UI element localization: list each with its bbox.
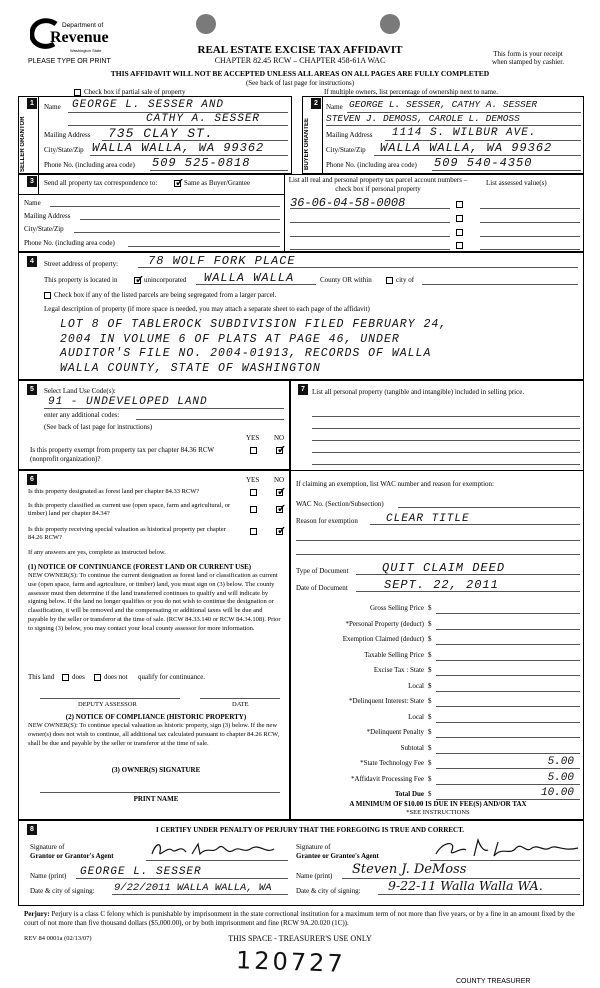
- does-not-label: does not: [104, 673, 128, 681]
- county-treasurer-label: COUNTY TREASURER: [456, 978, 531, 985]
- fee-value[interactable]: 10.00: [540, 787, 574, 799]
- grantor-sig-label-2: Grantor or Grantor's Agent: [30, 852, 114, 860]
- receipt-note: [468, 50, 588, 66]
- doc-type-label: Type of Document: [296, 567, 349, 575]
- forest-no-checkbox[interactable]: [276, 489, 283, 496]
- qualify-label: qualify for continuance.: [138, 673, 206, 681]
- punch-hole-right: [380, 14, 400, 34]
- fee-line: [436, 675, 580, 676]
- form-chapter: CHAPTER 82.45 RCW – CHAPTER 458-61A WAC: [214, 56, 386, 65]
- fee-currency: $: [428, 728, 432, 736]
- buyer-name-label: Name: [326, 103, 343, 111]
- grantor-name[interactable]: GEORGE L. SESSER: [80, 866, 202, 878]
- fee-line: [436, 629, 580, 630]
- buyer-phone-label: Phone No. (including area code): [326, 161, 417, 169]
- reason-label: Reason for exemption: [296, 517, 358, 525]
- fee-line: [436, 722, 580, 723]
- partial-sale-label: Check box if partial sale of property: [84, 88, 186, 96]
- does-label: does: [72, 673, 85, 681]
- fee-line: [436, 784, 580, 785]
- seller-name-line1[interactable]: GEORGE L. SESSER AND: [72, 99, 225, 111]
- deputy-assessor-label: DEPUTY ASSESSOR: [78, 701, 137, 708]
- exempt-question: Is this property exempt from property tax per chapter 84.36 RCW (nonprofit organization)?: [30, 446, 214, 463]
- section-3-number: 3: [27, 176, 37, 187]
- grantee-signature[interactable]: [432, 838, 582, 860]
- fee-line: [436, 691, 580, 692]
- punch-hole-left: [196, 14, 216, 34]
- rev-number: REV 84 0001a (02/13/07): [24, 935, 92, 942]
- legal-desc-label: Legal description of property (if more space is needed, you may attach a separate sheet to each page of the affidavit): [44, 305, 370, 313]
- grantee-sig-label-1: Signature of: [296, 843, 331, 851]
- parcel-2-personal-checkbox[interactable]: [456, 215, 463, 222]
- exempt-yes-checkbox[interactable]: [250, 447, 257, 454]
- buyer-city-label: City/State/Zip: [326, 146, 366, 154]
- minimum-due-note: A MINIMUM OF $10.00 IS DUE IN FEE(S) AND/OR TAX: [349, 800, 527, 808]
- additional-codes-label: enter any additional codes:: [44, 411, 120, 419]
- fee-line: [436, 706, 580, 707]
- street-label: Street address of property:: [44, 260, 119, 268]
- please-type: PLEASE TYPE OR PRINT: [28, 58, 111, 65]
- doc-type-value[interactable]: QUIT CLAIM DEED: [382, 561, 506, 575]
- section-4-number: 4: [27, 256, 37, 267]
- land-use-value[interactable]: 91 - UNDEVELOPED LAND: [48, 396, 208, 408]
- s3-name-label: Name: [24, 199, 41, 207]
- certify-statement: I CERTIFY UNDER PENALTY OF PERJURY THAT THE FOREGOING IS TRUE AND CORRECT.: [155, 826, 464, 834]
- fee-label: Excise Tax : State: [373, 666, 424, 674]
- stamp-number: 120727: [235, 946, 347, 978]
- s5-see-back: (See back of last page for instructions): [44, 423, 153, 431]
- partial-sale-checkbox[interactable]: [74, 89, 81, 96]
- same-as-buyer-label: Same as Buyer/Grantee: [184, 179, 251, 187]
- grantor-sig-label: [30, 843, 114, 861]
- forest-yes-checkbox[interactable]: [250, 489, 257, 496]
- same-as-buyer-checkbox[interactable]: [174, 180, 181, 187]
- unincorporated-label: unincorporated: [144, 276, 187, 284]
- section-2-number: 2: [311, 98, 321, 109]
- section-6-number: 6: [27, 474, 37, 485]
- does-not-checkbox[interactable]: [94, 674, 101, 681]
- grantee-sig-label-2: Grantee or Grantee's Agent: [296, 852, 379, 860]
- section-7-number: 7: [298, 384, 308, 395]
- notice1-title: (1) NOTICE OF CONTINUANCE (FOREST LAND OR CURRENT USE): [28, 563, 252, 571]
- perjury-note: [24, 910, 580, 928]
- parcel-4-personal-checkbox[interactable]: [456, 242, 463, 249]
- seller-phone[interactable]: 509 525-0818: [152, 156, 251, 170]
- unincorporated-checkbox[interactable]: [134, 277, 141, 284]
- doc-date-value[interactable]: SEPT. 22, 2011: [384, 578, 499, 592]
- fee-label: *State Technology Fee: [360, 759, 424, 767]
- seller-side-label: SELLER GRANTOR: [20, 116, 26, 172]
- fee-label: Total Due: [394, 790, 424, 798]
- buyer-name-line2[interactable]: STEVEN J. DEMOSS, CAROLE L. DEMOSS: [326, 113, 520, 124]
- buyer-phone[interactable]: 509 540-4350: [434, 156, 533, 170]
- land-use-label: Select Land Use Code(s):: [44, 387, 116, 395]
- buyer-city[interactable]: WALLA WALLA, WA 99362: [380, 141, 553, 155]
- legal-line-3[interactable]: AUDITOR'S FILE NO. 2004-01913, RECORDS OF WALLA: [60, 347, 432, 360]
- current-use-question: Is this property classified as current use (open space, farm and agricultural, or timber) land per chapter 84.34?: [28, 502, 231, 517]
- form-title: REAL ESTATE EXCISE TAX AFFIDAVIT: [197, 44, 403, 56]
- treasurer-space-label: THIS SPACE - TREASURER'S USE ONLY: [228, 934, 372, 943]
- fee-currency: $: [428, 635, 432, 643]
- fee-currency: $: [428, 681, 432, 690]
- grantor-signature-stroke: [148, 840, 286, 860]
- city-of-label: city of: [396, 276, 415, 284]
- send-correspondence-label: Send all property tax correspondence to:: [44, 179, 158, 187]
- seller-city[interactable]: WALLA WALLA, WA 99362: [92, 141, 265, 155]
- fee-label: *Affidavit Processing Fee: [351, 774, 424, 783]
- assessed-header: List assessed value(s): [486, 179, 547, 187]
- seller-name-line2[interactable]: CATHY A. SESSER: [146, 113, 261, 125]
- exemption-label: If claiming an exemption, list WAC number and reason for exemption:: [296, 480, 494, 488]
- receipt-note-2: when stamped by cashier.: [492, 58, 564, 66]
- seller-name-label: Name: [44, 103, 61, 111]
- warning-text: THIS AFFIDAVIT WILL NOT BE ACCEPTED UNLESS ALL AREAS ON ALL PAGES ARE FULLY COMPLETED: [110, 69, 490, 78]
- s3-phone-label: Phone No. (including area code): [24, 239, 115, 247]
- fee-line: [436, 613, 580, 614]
- fee-label: Subtotal: [400, 743, 424, 752]
- grantee-name[interactable]: Steven J. DeMoss: [352, 862, 467, 877]
- grantor-signature[interactable]: [148, 840, 286, 860]
- fee-line: [436, 753, 580, 754]
- fee-label: *Personal Property (deduct): [345, 619, 424, 628]
- fee-currency: $: [428, 774, 432, 783]
- section-1-number: 1: [27, 98, 37, 109]
- county-value[interactable]: WALLA WALLA: [204, 271, 295, 285]
- grantee-date-label: Date & city of signing:: [296, 887, 361, 895]
- see-instructions-note: *SEE INSTRUCTIONS: [406, 809, 470, 816]
- section-5-number: 5: [27, 384, 37, 395]
- fee-currency: $: [428, 697, 432, 705]
- notice1-body: NEW OWNER(S): To continue the current designation as forest land or classification as current use (open space, farm and agriculture, or timber) land, you must sign on (3) below. The county assessor must then determine if the land transferred continues to qualify and will indicate by signing below. If the land no longer qualifies or you do not wish to continue the designation or classification, it will be removed and the compensating or additional taxes will be due and payable by the seller or transferor at the time of sale. (RCW 84.33.140 or RCW 84.34.108). Prior to signing (3) below, you may contact your local county assessor for more information.: [28, 572, 281, 632]
- fee-currency: $: [428, 743, 432, 752]
- legal-line-2[interactable]: 2004 IN VOLUME 6 OF PLATS AT PAGE 46, UNDER: [60, 333, 400, 346]
- buyer-name-line1[interactable]: GEORGE L. SESSER, CATHY A. SESSER: [349, 99, 538, 110]
- personal-property-label: List all personal property (tangible and intangible) included in selling price.: [312, 388, 525, 396]
- this-land-label: This land: [28, 673, 55, 681]
- grantor-date-label: Date & city of signing:: [30, 887, 95, 895]
- buyer-side-label: BUYER GRANTEE: [304, 118, 310, 171]
- exempt-no-checkbox[interactable]: [276, 447, 283, 454]
- segregated-label: Check box if any of the listed parcels are being segregated from a larger parcel.: [54, 291, 277, 299]
- street-address[interactable]: 78 WOLF FORK PLACE: [148, 254, 296, 268]
- forest-question: Is this property designated as forest land per chapter 84.33 RCW?: [28, 488, 200, 495]
- wac-label: WAC No. (Section/Subsection): [296, 500, 384, 508]
- s5-yes: YES: [246, 434, 260, 442]
- fee-currency: $: [428, 666, 432, 674]
- s3-city-label: City/State/Zip: [24, 225, 64, 233]
- receipt-note-1: This form is your receipt: [493, 50, 563, 58]
- parcel-3-personal-checkbox[interactable]: [456, 229, 463, 236]
- if-yes-note: If any answers are yes, complete as instructed below.: [28, 549, 166, 556]
- fee-currency: $: [428, 712, 432, 721]
- section-8-number: 8: [27, 824, 37, 835]
- fee-line: [436, 660, 580, 661]
- current-use-yes-checkbox[interactable]: [250, 506, 257, 513]
- form-title-block: [150, 44, 450, 65]
- grantor-sig-label-1: Signature of: [30, 843, 65, 851]
- fee-value[interactable]: 5.00: [547, 771, 574, 784]
- notice2-body: NEW OWNER(S): To continue special valuation as historic property, sign (3) below. If the new owner(s) does not wish to continue, all additional tax calculated pursuant to chapter 84.26 RCW, shall be due and payable by the seller or transferor at the time of sale.: [28, 722, 280, 747]
- fee-label: Taxable Selling Price: [364, 650, 424, 659]
- does-checkbox[interactable]: [62, 674, 69, 681]
- grantee-sig-label: [296, 843, 379, 861]
- fee-label: *Delinquent Interest: State: [348, 697, 424, 705]
- fee-currency: $: [428, 604, 432, 612]
- parcel-header: List all real and personal property tax parcel account numbers – check box if personal property: [288, 176, 468, 193]
- historic-no-checkbox[interactable]: [276, 528, 283, 535]
- s5-no: NO: [274, 434, 285, 442]
- located-label: This property is located in: [44, 276, 118, 284]
- grantee-name-label: Name (print): [296, 872, 333, 880]
- seller-address[interactable]: 735 CLAY ST.: [108, 126, 214, 141]
- parcel-1-personal-checkbox[interactable]: [456, 201, 463, 208]
- fee-value[interactable]: 5.00: [547, 756, 574, 768]
- seller-phone-label: Phone No. (including area code): [44, 161, 135, 169]
- date-label: DATE: [232, 701, 249, 708]
- fee-currency: $: [428, 759, 432, 767]
- dept-line3: Washington State: [70, 48, 102, 53]
- county-or-label: County OR within: [320, 276, 372, 284]
- perjury-label: Perjury:: [24, 910, 50, 918]
- historic-yes-checkbox[interactable]: [250, 528, 257, 535]
- legal-line-1[interactable]: LOT 8 OF TABLEROCK SUBDIVISION FILED FEBRUARY 24,: [60, 318, 448, 331]
- seller-city-label: City/State/Zip: [44, 146, 84, 154]
- fee-currency: $: [428, 619, 432, 628]
- doc-date-label: Date of Document: [296, 584, 348, 592]
- s3-address-label: Mailing Address: [24, 212, 71, 220]
- fee-label: Local: [408, 712, 424, 721]
- fee-line: [436, 737, 580, 738]
- notice2-title: (2) NOTICE OF COMPLIANCE (HISTORIC PROPERTY): [65, 713, 247, 721]
- print-name-label: PRINT NAME: [133, 795, 179, 803]
- seller-address-label: Mailing Address: [44, 131, 91, 139]
- buyer-address-label: Mailing Address: [326, 131, 373, 139]
- parcel-number[interactable]: 36-06-04-58-0008: [290, 196, 406, 210]
- perjury-text: Perjury is a class C felony which is punishable by imprisonment in the state correctional institution for a maximum term of not more than five years, or by a fine in an amount fixed by the court of not more than five thousand dollars ($5,000.00), or by both imprisonment and fine (RCW 9A.20.020 (1C)).: [24, 910, 575, 927]
- historic-question: Is this property receiving special valuation as historical property per chapter 84.26 RCW?: [28, 526, 226, 541]
- multiple-owners-note: If multiple owners, list percentage of ownership next to name.: [324, 88, 498, 96]
- fee-label: Exemption Claimed (deduct): [342, 635, 424, 643]
- city-checkbox[interactable]: [386, 277, 393, 284]
- dept-line1: Department of: [62, 22, 104, 29]
- grantor-name-label: Name (print): [30, 872, 67, 880]
- buyer-address[interactable]: 1114 S. WILBUR AVE.: [392, 127, 537, 139]
- section-7-box: [290, 380, 584, 820]
- grantee-signature-stroke: [432, 838, 582, 860]
- owner-sig-label: (3) OWNER(S) SIGNATURE: [111, 766, 201, 774]
- grantee-date[interactable]: 9-22-11 Walla Walla WA.: [388, 878, 543, 893]
- fee-line: [436, 768, 580, 769]
- fee-label: Local: [408, 681, 424, 690]
- see-back-text: (See back of last page for instructions): [245, 79, 355, 87]
- s6-no: NO: [274, 476, 285, 484]
- fee-line: [436, 644, 580, 645]
- fee-currency: $: [428, 790, 432, 798]
- current-use-no-checkbox[interactable]: [276, 506, 283, 513]
- section-4-box: [18, 252, 584, 380]
- fee-label: Gross Selling Price: [369, 604, 424, 612]
- grantor-date[interactable]: 9/22/2011 WALLA WALLA, WA: [114, 882, 272, 894]
- legal-line-4[interactable]: WALLA COUNTY, STATE OF WASHINGTON: [60, 362, 321, 375]
- segregated-checkbox[interactable]: [44, 292, 51, 299]
- fee-label: *Delinquent Penalty: [366, 728, 424, 736]
- s6-yes: YES: [246, 476, 260, 484]
- dept-line2: Revenue: [50, 29, 109, 46]
- fee-currency: $: [428, 650, 432, 659]
- reason-value[interactable]: CLEAR TITLE: [386, 513, 470, 525]
- dor-logo: [30, 18, 118, 54]
